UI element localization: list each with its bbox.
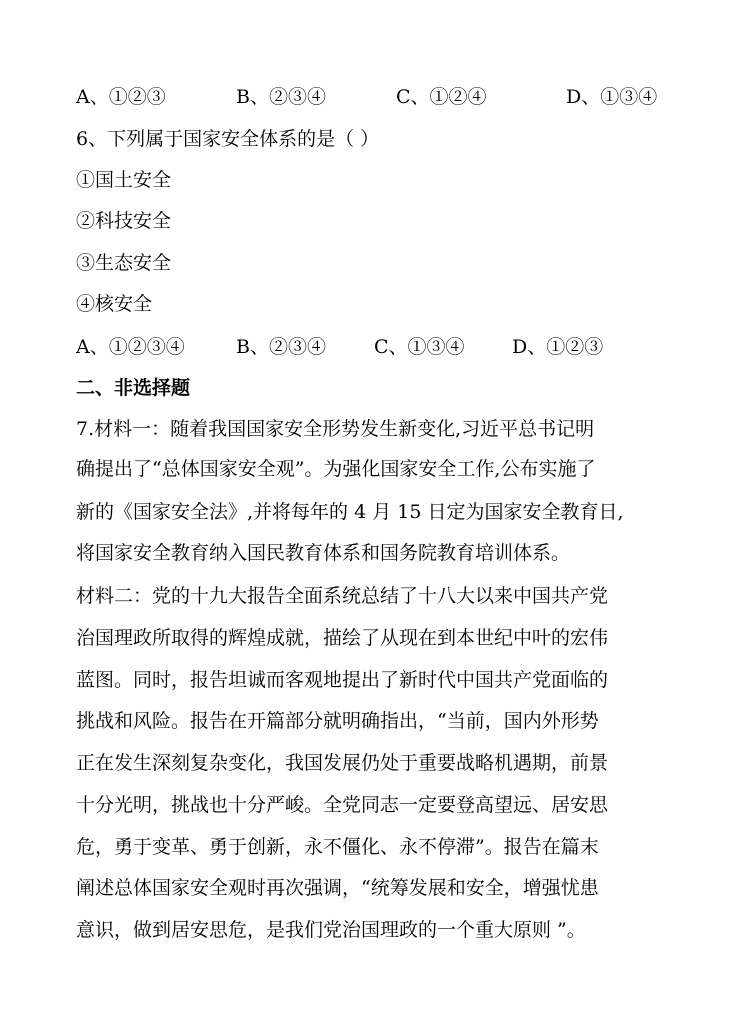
- q5-option-d: D、①③④: [566, 86, 658, 108]
- q6-option-c: C、①③④: [374, 336, 465, 358]
- section-heading: 二、非选择题: [76, 377, 191, 399]
- q5-option-c: C、①②④: [396, 86, 487, 108]
- q7-material-2-line-1: 材料二：党的十九大报告全面系统总结了十八大以来中国共产党: [76, 585, 609, 607]
- q7-material-2-line-7: 危，勇于变革、勇于创新，永不僵化、永不停滞”。报告在篇末: [76, 836, 599, 858]
- q7-material-2-line-2: 治国理政所取得的辉煌成就，描绘了从现在到本世纪中叶的宏伟: [76, 627, 609, 649]
- q7-material-2-line-9: 意识，做到居安思危，是我们党治国理政的一个重大原则 ”。: [76, 919, 586, 941]
- q6-item-1: ①国土安全: [76, 169, 172, 191]
- q5-option-b: B、②③④: [236, 86, 326, 108]
- q7-material-2-line-3: 蓝图。同时，报告坦诚而客观地提出了新时代中国共产党面临的: [76, 669, 609, 691]
- q7-material-1-line-4: 将国家安全教育纳入国民教育体系和国务院教育培训体系。: [76, 542, 571, 564]
- q7-material-2-line-5: 正在发生深刻复杂变化，我国发展仍处于重要战略机遇期，前景: [76, 752, 609, 774]
- q6-item-4: ④核安全: [76, 293, 153, 315]
- q7-material-1-line-2: 确提出了“总体国家安全观”。为强化国家安全工作,公布实施了: [76, 458, 596, 480]
- q6-item-2: ②科技安全: [76, 210, 172, 232]
- q7-material-2-line-6: 十分光明，挑战也十分严峻。全党同志一定要登高望远、居安思: [76, 794, 609, 816]
- q6-option-d: D、①②③: [512, 336, 604, 358]
- q7-material-1-line-1: 7.材料一：随着我国国家安全形势发生新变化,习近平总书记明: [76, 418, 595, 440]
- q6-option-b: B、②③④: [236, 336, 326, 358]
- q6-option-a: A、①②③④: [76, 336, 185, 358]
- q7-material-1-line-3: 新的《国家安全法》,并将每年的 4 月 15 日定为国家安全教育日,: [76, 501, 624, 523]
- q5-option-a: A、①②③: [76, 86, 166, 108]
- q6-stem: 6、下列属于国家安全体系的是（ ）: [76, 128, 380, 150]
- q6-item-3: ③生态安全: [76, 252, 172, 274]
- q7-material-2-line-8: 阐述总体国家安全观时再次强调，“统筹发展和安全，增强忧患: [76, 877, 599, 899]
- q7-material-2-line-4: 挑战和风险。报告在开篇部分就明确指出，“当前，国内外形势: [76, 710, 599, 732]
